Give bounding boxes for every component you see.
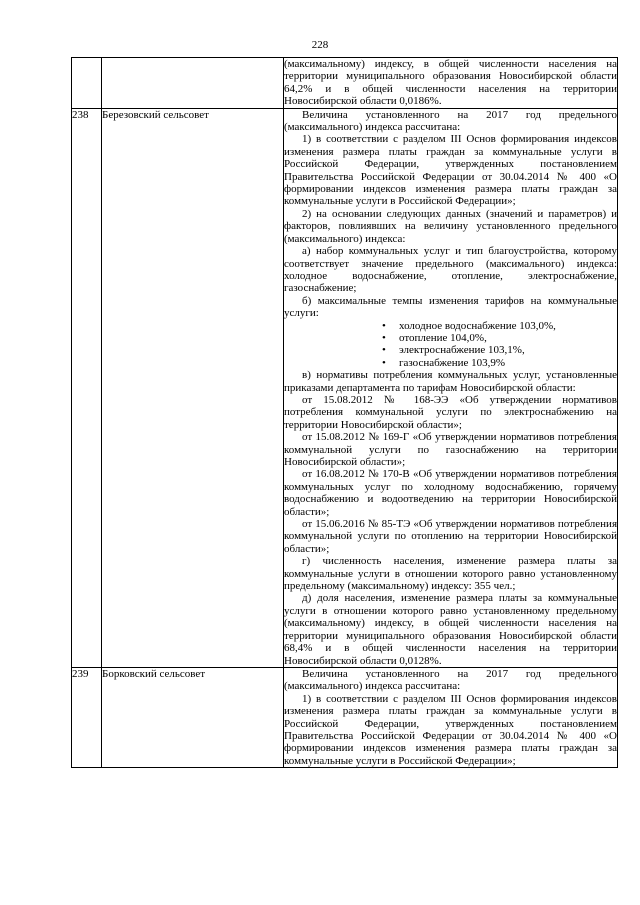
row-number: 239 [72, 667, 102, 767]
paragraph-basis: 1) в соответствии с разделом III Основ формирования индексов изменения размера платы граждан за коммунальные услуги в Российской Федерации, утвержденных постановлением Правительства Российской Федерации от 30.04.2014 № 400 «О формировании индексов изменения размера платы граждан за коммунальные услуги в Российской Федерации»; [284, 133, 617, 208]
norm-order: от 15.06.2016 № 85-ТЭ «Об утверждении нормативов потребления коммунальной услуги по отоплению на территории Новосибирской области»; [284, 518, 617, 555]
list-item: • холодное водоснабжение 103,0%, [382, 320, 617, 332]
paragraph-data: 2) на основании следующих данных (значений и параметров) и факторов, повлиявших на величину установленного предельного (максимального) индекса: [284, 207, 617, 245]
paragraph-intro: Величина установленного на 2017 год предельного (максимального) индекса рассчитана: [284, 667, 617, 693]
tariff-list [284, 320, 617, 370]
row-number: 238 [72, 108, 102, 667]
paragraph-intro: Величина установленного на 2017 год предельного (максимального) индекса рассчитана: [284, 108, 617, 134]
index-description [284, 58, 618, 109]
index-description [284, 108, 618, 667]
row-number [72, 58, 102, 109]
index-description [284, 667, 618, 767]
paragraph: (максимальному) индексу, в общей численности населения на территории муниципального образования Новосибирской области 64,2% и в общей численности населения на территории Новосибирской области 0,0186%. [284, 58, 617, 108]
paragraph-population: г) численность населения, изменение размера платы за коммунальные услуги в отношении которого равно установленному предельному (максимальному) индексу: 355 чел.; [284, 555, 617, 593]
table-row [72, 58, 618, 109]
list-item: • электроснабжение 103,1%, [382, 344, 617, 356]
table-row [72, 108, 618, 667]
page-number: 228 [311, 39, 329, 51]
municipality-name: Березовский сельсовет [102, 108, 284, 667]
list-item: • газоснабжение 103,9% [382, 357, 617, 369]
paragraph-norms: в) нормативы потребления коммунальных услуг, установленные приказами департамента по тарифам Новосибирской области: [284, 369, 617, 394]
municipality-name [102, 58, 284, 109]
paragraph-tariffs: б) максимальные темпы изменения тарифов на коммунальные услуги: [284, 294, 617, 320]
norm-order: от 15.08.2012 № 169-Г «Об утверждении нормативов потребления коммунальной услуги по газоснабжению на территории Новосибирской области»; [284, 431, 617, 468]
indices-table [71, 57, 618, 768]
paragraph-services: а) набор коммунальных услуг и тип благоустройства, которому соответствует значение предельного (максимального) индекса: холодное водоснабжение, отопление, электроснабжение, газоснабжение; [284, 245, 617, 295]
paragraph-basis: 1) в соответствии с разделом III Основ формирования индексов изменения размера платы граждан за коммунальные услуги в Российской Федерации, утвержденных постановлением Правительства Российской Федерации от 30.04.2014 № 400 «О формировании индексов изменения размера платы граждан за коммунальные услуги в Российской Федерации»; [284, 692, 617, 767]
norm-order: от 16.08.2012 № 170-В «Об утверждении нормативов потребления коммунальных услуг по холодному водоснабжению, горячему водоснабжению и водоотведению на территории Новосибирской области»; [284, 468, 617, 518]
table-row [72, 667, 618, 767]
paragraph-share: д) доля населения, изменение размера платы за коммунальные услуги в отношении которого равно установленному предельному (максимальному) индексу, в общей численности населения на территории муниципального образования Новосибирской области 68,4% и в общей численности населения на территории Новосибирской области 0,0128%. [284, 592, 617, 667]
municipality-name: Борковский сельсовет [102, 667, 284, 767]
norm-order: от 15.08.2012 № 168-ЭЭ «Об утверждении нормативов потребления коммунальной услуги по электроснабжению на территории Новосибирской области»; [284, 393, 617, 431]
list-item: • отопление 104,0%, [382, 332, 617, 344]
